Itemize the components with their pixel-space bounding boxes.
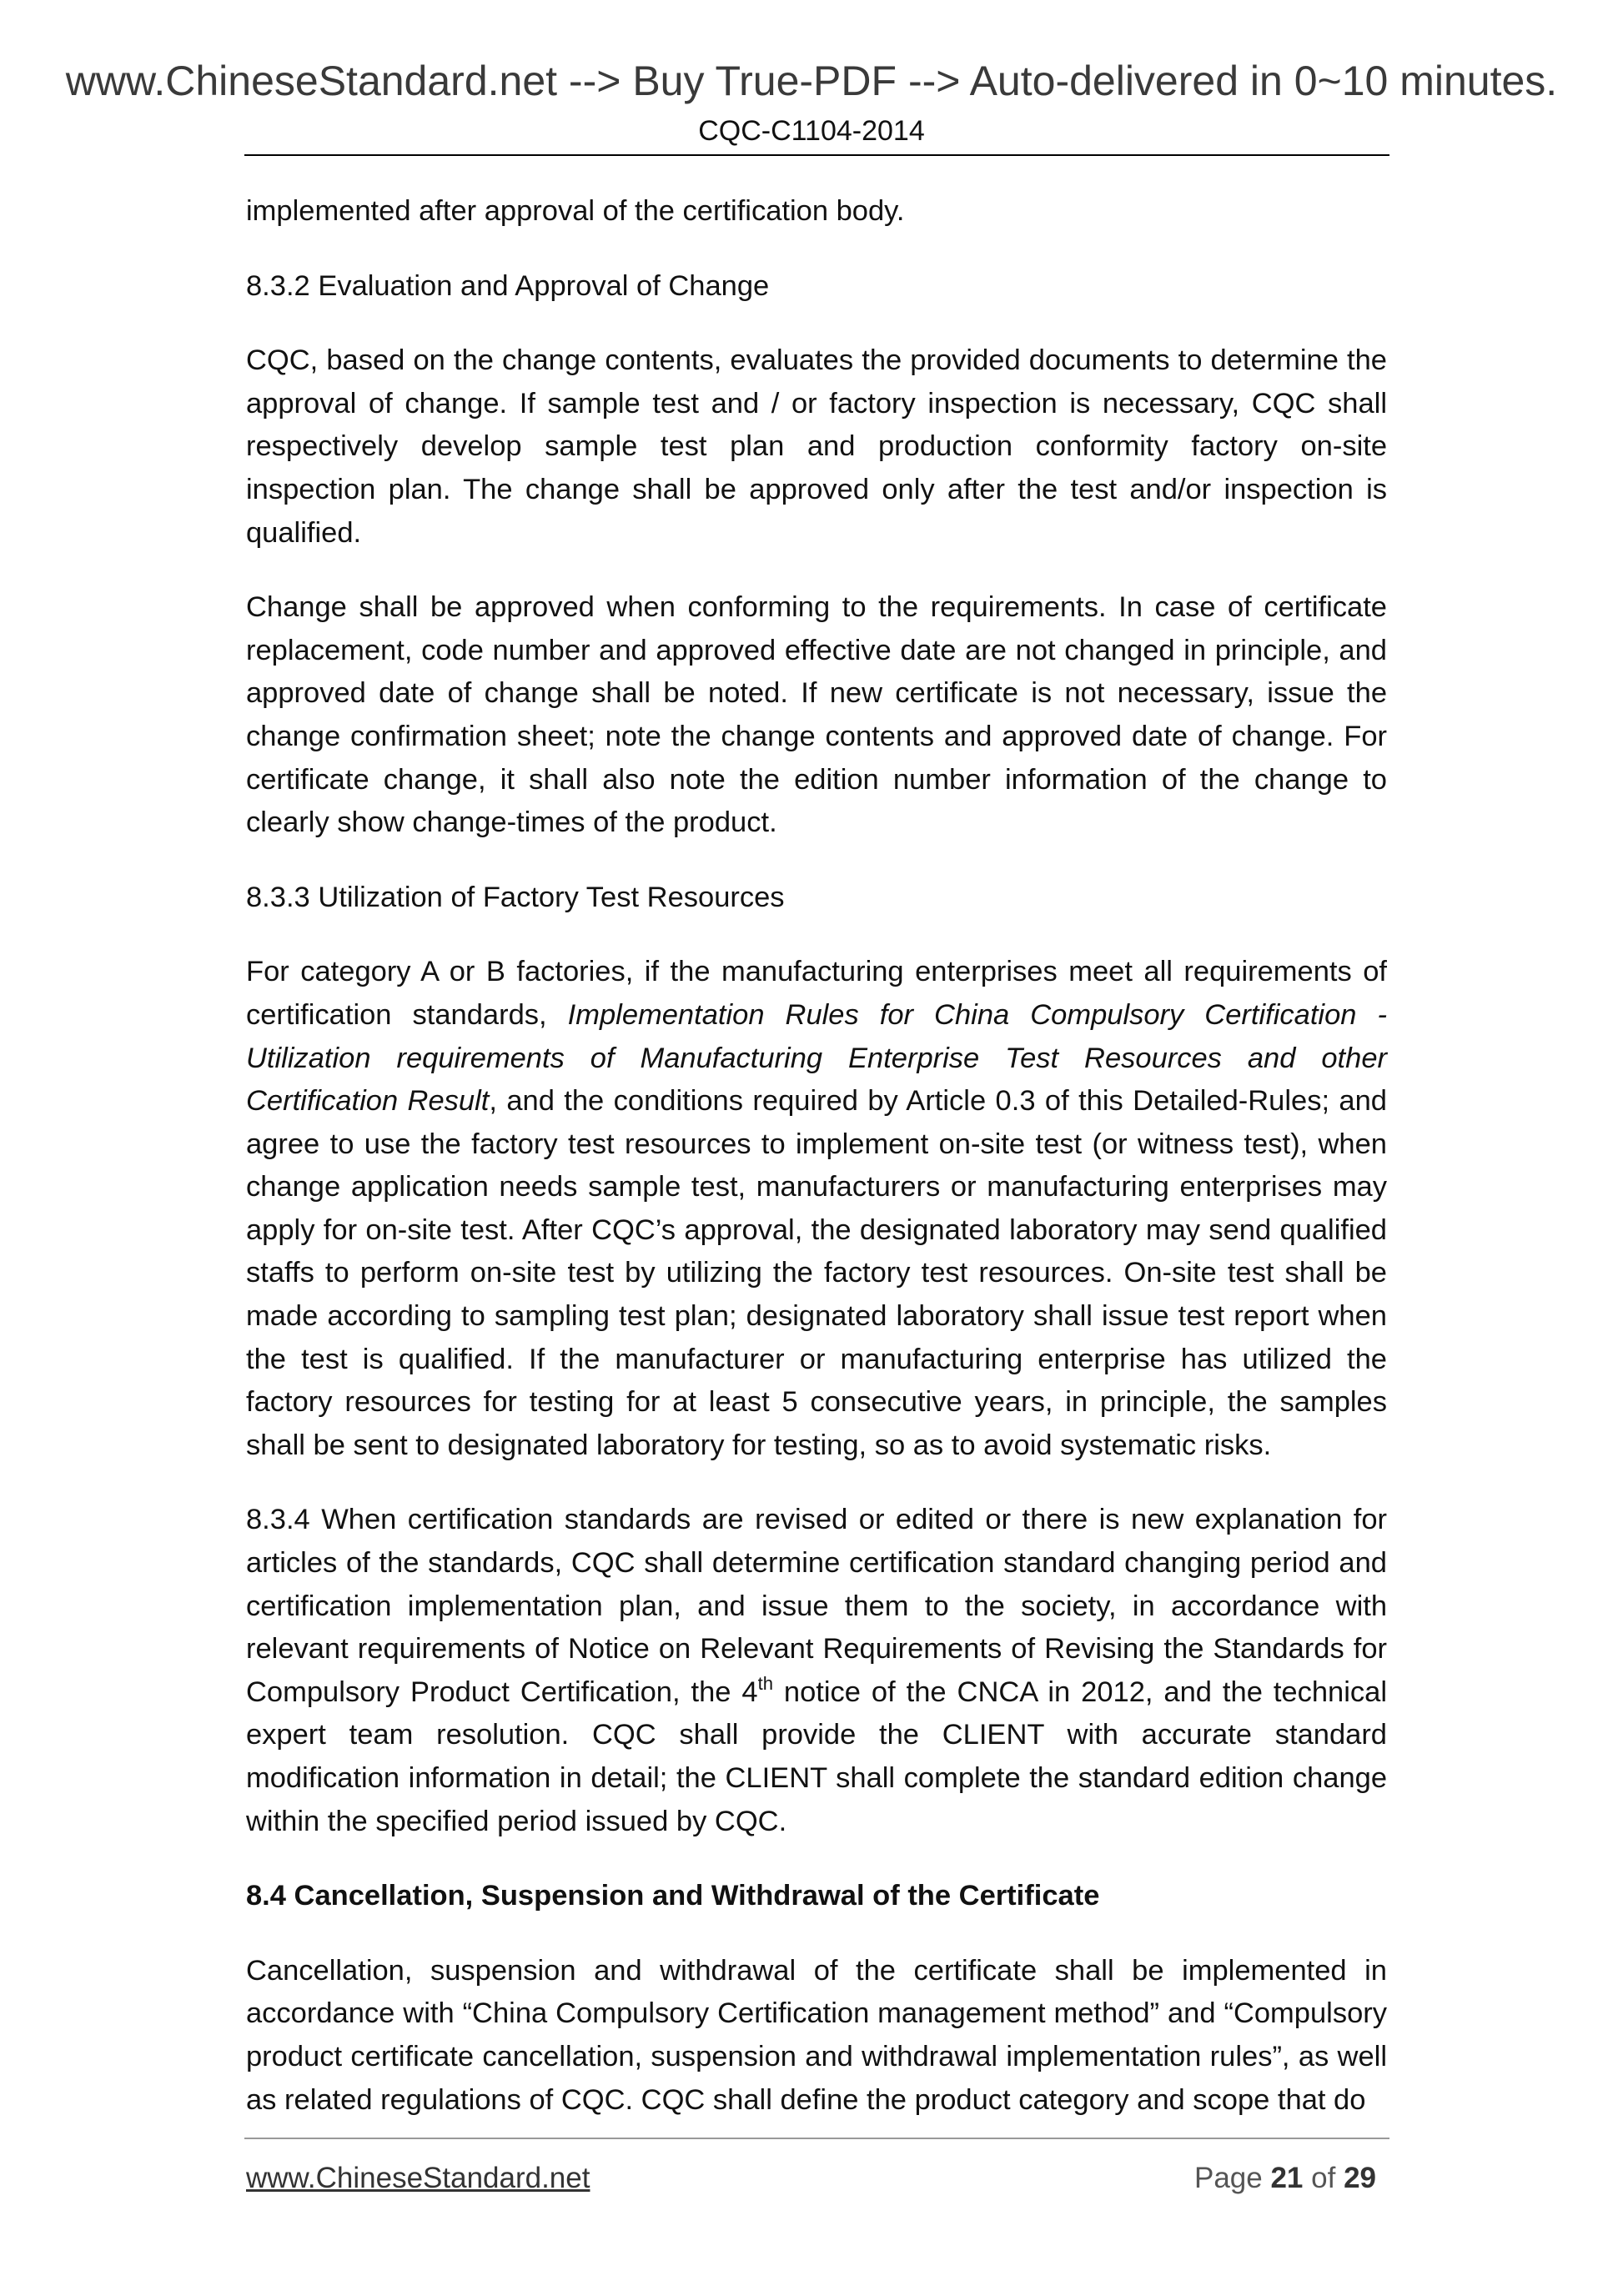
paragraph-evaluation: CQC, based on the change contents, evaluates the provided documents to determine the approval of change. If sample test and / or factory inspection is necessary, CQC shall respectively develop sample test plan and production conformity factory on-site inspection plan. The change shall be approved only after the test and/or inspection is qualified. <box>246 344 1387 549</box>
text-run: For category A or B factories, if the manufacturing enterprises meet all requirements of certification standards, <box>246 956 1387 1031</box>
page-current: 21 <box>1270 2162 1304 2194</box>
document-id: CQC-C1104-2014 <box>698 115 925 147</box>
text-run: , and the conditions required by Article 0.3 of this Detailed-Rules; and agree to use the factory test resources to implement on-site test (or witness test), when change application needs sample test, manufacturers or manufacturing enterprises may apply for on-site test. After CQC’s approval, the designated laboratory may send qualified staffs to perform on-site test by utilizing the factory test resources. On-site test shall be made according to sampling test plan; designated laboratory shall issue test report when the test is qualified. If the manufacturer or manufacturing enterprise has utilized the factory resources for testing for at least 5 consecutive years, in principle, the samples shall be sent to designated laboratory for testing, so as to avoid systematic risks. <box>246 1085 1387 1461</box>
page-total: 29 <box>1344 2162 1376 2194</box>
heading-8-4: 8.4 Cancellation, Suspension and Withdrawal of the Certificate <box>246 1880 1100 1912</box>
page-label: Page <box>1193 2162 1263 2194</box>
page-number <box>1194 2163 1376 2193</box>
heading-8-3-3: 8.3.3 Utilization of Factory Test Resources <box>246 881 785 913</box>
paragraph-continuation: implemented after approval of the certification body. <box>246 195 905 227</box>
footer-site-link[interactable]: www.ChineseStandard.net <box>246 2162 590 2194</box>
header-divider <box>244 154 1389 156</box>
italic-title: Implementation Rules for China Compulsory Certification - Utilization requirements of Manufacturing Enterprise Test Resources and other Certification Result <box>246 998 1387 1118</box>
text-run: 8.3.4 When certification standards are revised or edited or there is new explanation for articles of the standards, CQC shall determine certification standard changing period and certification implementation plan, and issue them to the society, in accordance with relevant requirements of Notice on Relevant Requirements of Revising the Standards for Compulsory Product Certification, the 4 <box>246 1504 1387 1708</box>
paragraph-approval: Change shall be approved when conforming to the requirements. In case of certificate replacement, code number and approved effective date are not changed in principle, and approved date of change shall be noted. If new certificate is not necessary, issue the change confirmation sheet; note the change contents and approved date of change. For certificate change, it shall also note the edition number information of the change to clearly show change-times of the product. <box>246 591 1387 839</box>
of-label: of <box>1311 2162 1336 2194</box>
text-run: notice of the CNCA in 2012, and the technical expert team resolution. CQC shall provide the CLIENT with accurate standard modification information in detail; the CLIENT shall complete the standard edition change within the specified period issued by CQC. <box>246 1676 1387 1837</box>
heading-8-3-2: 8.3.2 Evaluation and Approval of Change <box>246 269 770 302</box>
document-body <box>246 190 1387 2153</box>
footer-divider <box>244 2138 1389 2139</box>
paragraph-test-resources <box>246 951 1387 1467</box>
site-banner: www.ChineseStandard.net --> Buy True-PDF --> Auto-delivered in 0~10 minutes. <box>65 58 1558 104</box>
superscript: th <box>757 1672 773 1694</box>
paragraph-cancellation: Cancellation, suspension and withdrawal of the certificate shall be implemented in accordance with “China Compulsory Certification management method” and “Compulsory product certificate cancellation, suspension and withdrawal implementation rules”, as well as related regulations of CQC. CQC shall define the product category and scope that do <box>246 1954 1387 2116</box>
paragraph-8-3-4 <box>246 1499 1387 1843</box>
